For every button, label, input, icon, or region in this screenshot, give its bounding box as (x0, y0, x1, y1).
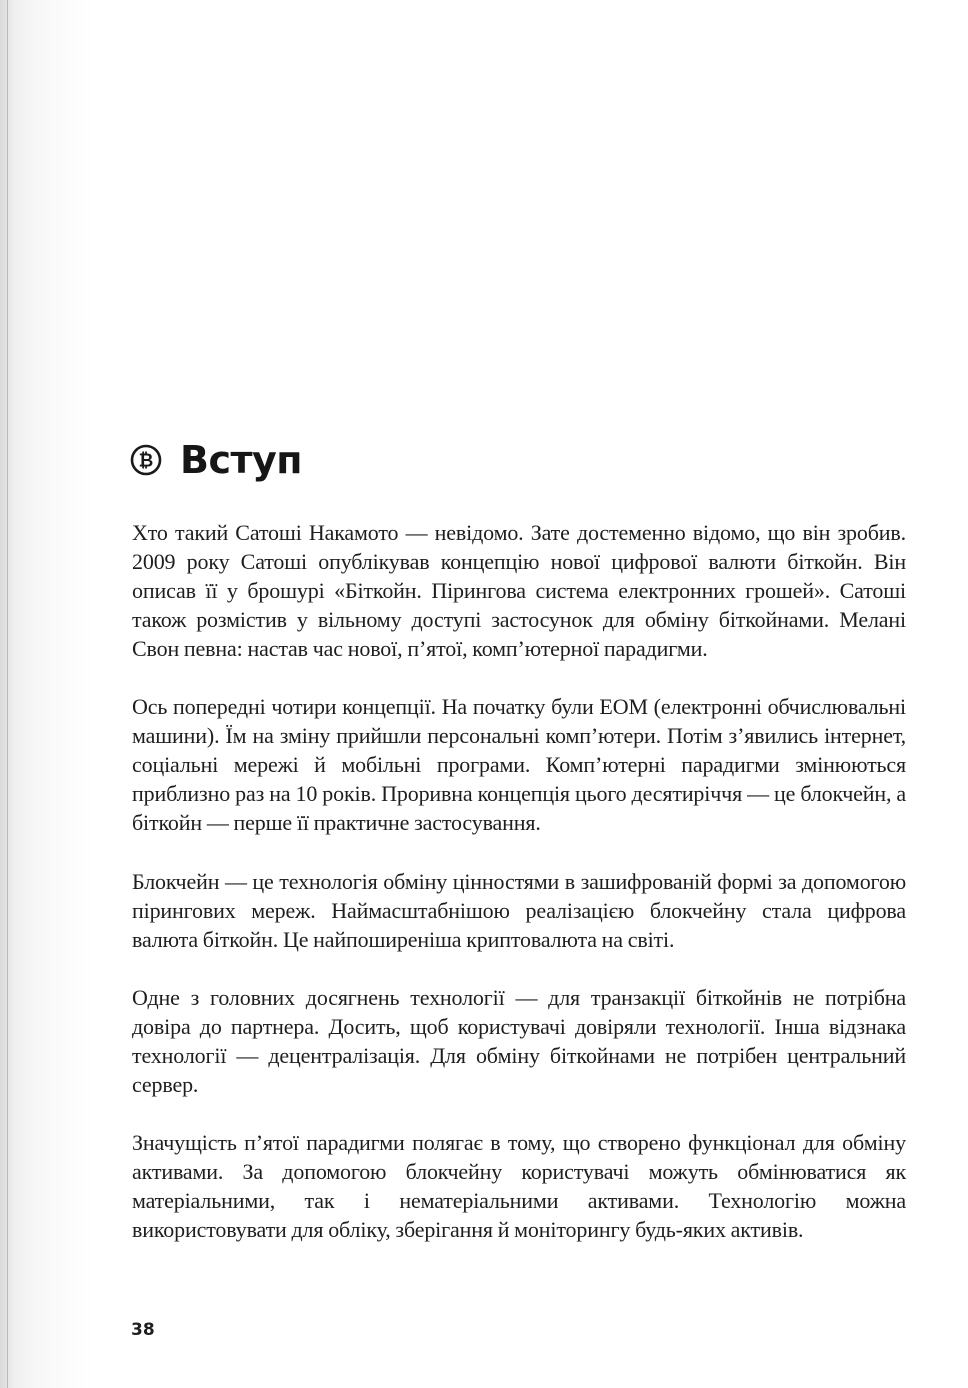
paragraph: Значущість п’ятої парадигми полягає в тому, що створено функціонал для обміну активами. За допомогою блокчейну користувачі можуть обмінюватися як матеріальними, так і нематеріальними активами. Технологію можна використовувати для обліку, зберігання й моніторингу будь-яких активів. (132, 1130, 906, 1242)
paragraph: Ось попередні чотири концепції. На початку були ЕОМ (електронні обчислювальні машини). Їм на зміну прийшли персональні комп’ютери. Потім з’явились інтернет, соціальні мережі й мобільні програми. Комп’ютерні парадигми змінюються приблизно раз на 10 років. Проривна концепція цього десятиріччя — це блокчейн, а біткойн — перше її практичне застосування. (132, 694, 906, 835)
paragraph: Блокчейн — це технологія обміну цінностями в зашифрованій формі за допомогою пірингових мереж. Наймасштабнішою реалізацією блокчейну стала цифрова валюта біткойн. Це найпоширеніша криптовалюта на світі. (132, 869, 906, 952)
paragraph: Одне з головних досягнень технології — для транзакції біткойнів не потрібна довіра до партнера. Досить, щоб користувачі довіряли технології. Інша відзнака технології — децентралізація. Для обміну біткойнами не потрібен центральний сервер. (132, 985, 906, 1097)
section-heading (130, 436, 302, 484)
body-text (132, 518, 906, 1273)
svg-text:₿: ₿ (138, 450, 154, 472)
bitcoin-icon (130, 444, 162, 476)
section-title: Вступ (180, 438, 303, 482)
page-number: 38 (131, 1320, 155, 1340)
page-edge-line (7, 0, 8, 1388)
paragraph: Хто такий Сатоші Накамото — невідомо. Зате достеменно відомо, що він зробив. 2009 року Сатоші опублікував концепцію нової цифрової валюти біткойн. Він описав її у брошурі «Біткойн. Пірингова система електронних грошей». Сатоші також розмістив у вільному доступі застосунок для обміну біткойнами. Мелані Свон певна: настав час нової, п’ятої, комп’ютерної парадигми. (132, 520, 906, 661)
